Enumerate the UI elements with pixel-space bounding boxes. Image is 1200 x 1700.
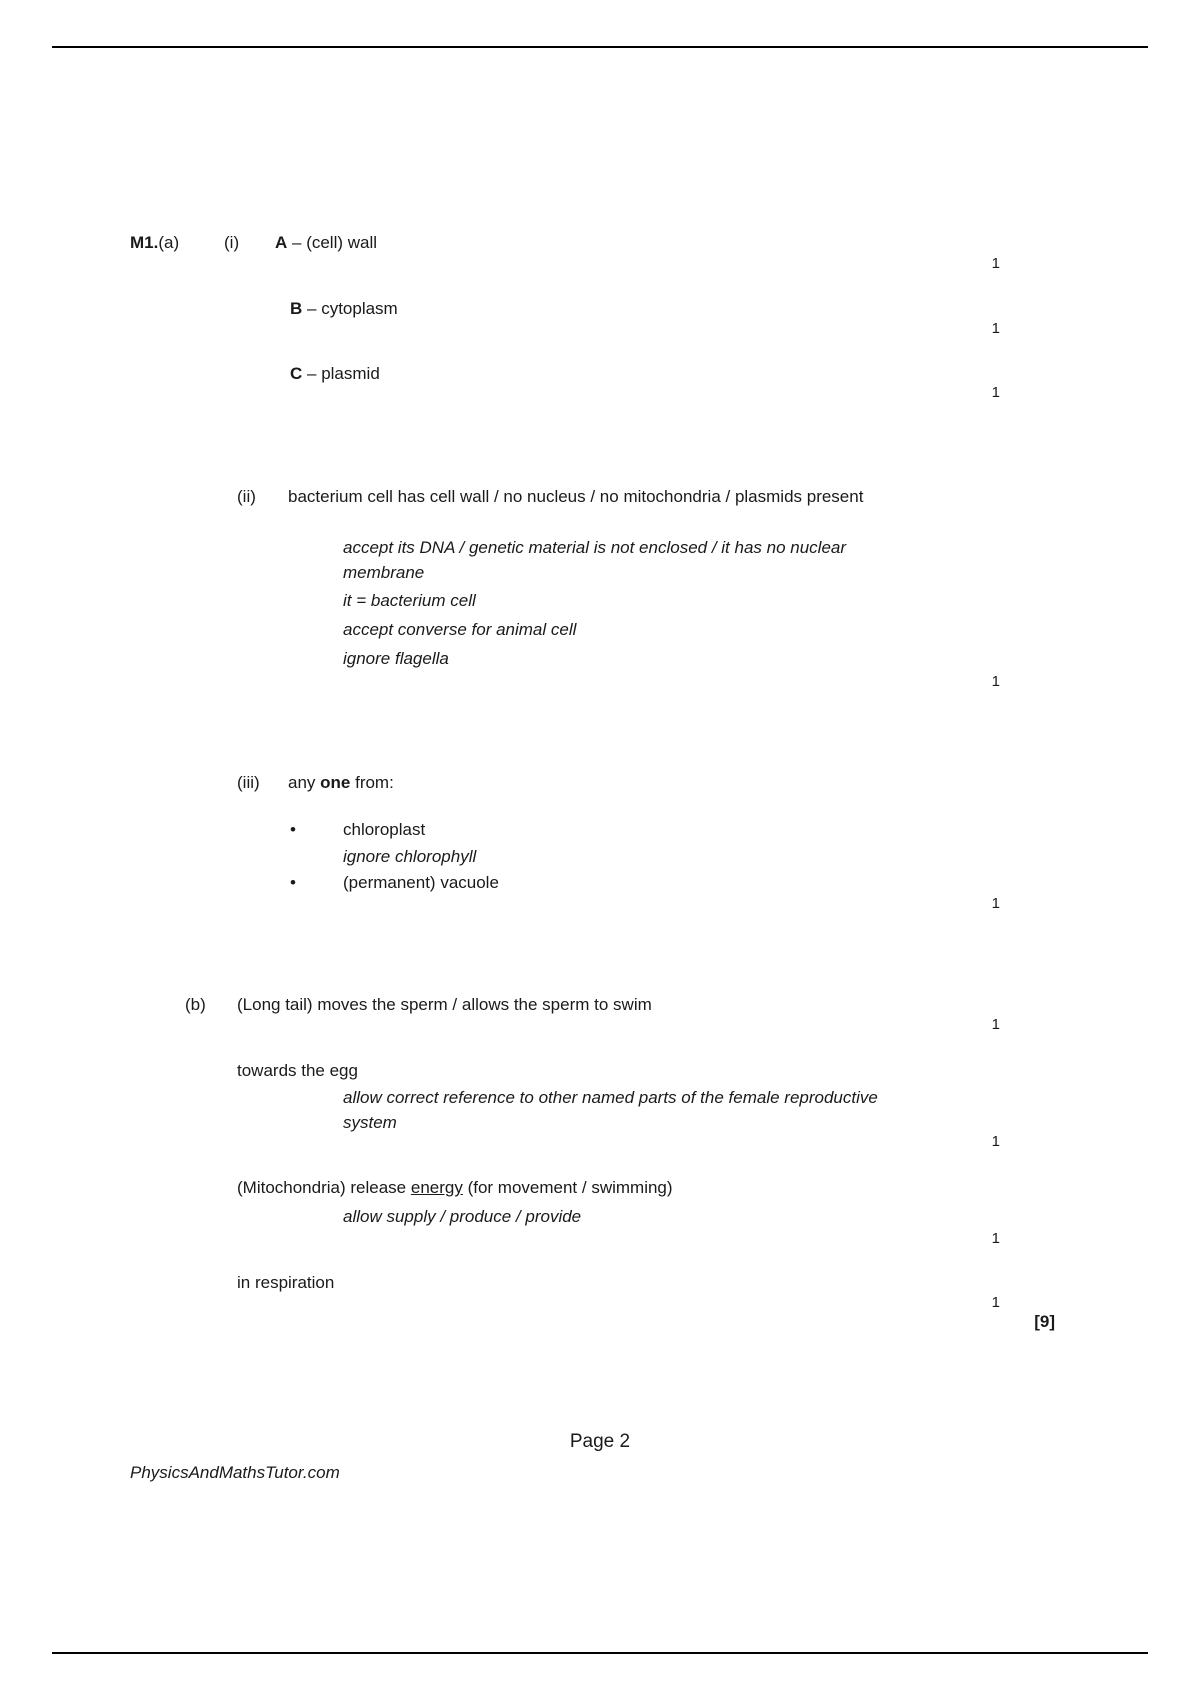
label-letter-b: B (290, 299, 303, 318)
subpart-i-label: (i) (224, 233, 240, 252)
line3-post: (for movement / swimming) (462, 1178, 673, 1197)
bullet-item-2: (permanent) vacuole (343, 873, 499, 892)
bullet-icon: • (290, 820, 296, 839)
footer-site-name: PhysicsAndMathsTutor.com (130, 1463, 340, 1482)
mark-value: 1 (991, 320, 1000, 337)
note: it = bacterium cell (343, 591, 476, 611)
answer-text-b: – cytoplasm (307, 299, 398, 318)
note: allow supply / produce / provide (343, 1207, 582, 1226)
mark-value: 1 (991, 895, 1000, 912)
answer-intro-iii (288, 771, 394, 796)
answer-text-c: – plasmid (307, 364, 380, 383)
answer-line-a (275, 231, 377, 256)
answer-b-line4: in respiration (237, 1273, 335, 1292)
answer-line-b (290, 297, 398, 322)
part-a-label: (a) (158, 233, 180, 252)
mark-value: 1 (991, 255, 1000, 272)
note: ignore chlorophyll (343, 847, 477, 866)
question-header (130, 231, 179, 256)
top-rule (52, 46, 1148, 48)
mark-value: 1 (991, 1230, 1000, 1247)
bullet-icon: • (290, 873, 296, 892)
answer-b-line2: towards the egg (237, 1061, 358, 1080)
answer-text-a: – (cell) wall (292, 233, 378, 252)
total-marks: [9] (1034, 1312, 1055, 1331)
mark-value: 1 (991, 384, 1000, 401)
question-number: M1. (130, 233, 159, 252)
bullet-item-1: chloroplast (343, 820, 426, 839)
intro-post: from: (350, 773, 394, 792)
intro-pre: any (288, 773, 321, 792)
bottom-rule (52, 1652, 1148, 1654)
line3-underlined-word: energy (410, 1178, 463, 1197)
mark-value: 1 (991, 673, 1000, 690)
note: accept converse for animal cell (343, 619, 577, 639)
note: accept its DNA / genetic material is not enclosed / it has no nuclear membrane (343, 538, 847, 582)
intro-bold: one (320, 773, 351, 792)
note: ignore flagella (343, 648, 449, 668)
label-letter-a: A (275, 233, 288, 252)
answer-text-ii: bacterium cell has cell wall / no nucleus / no mitochondria / plasmids present (288, 487, 864, 506)
mark-value: 1 (991, 1133, 1000, 1150)
answer-b-line3 (237, 1176, 673, 1201)
page-number: Page 2 (569, 1431, 631, 1452)
part-b-label: (b) (185, 995, 206, 1014)
note: allow correct reference to other named parts of the female reproductive system (343, 1088, 878, 1132)
answer-line-c (290, 362, 380, 387)
mark-value: 1 (991, 1016, 1000, 1033)
answer-b-line1: (Long tail) moves the sperm / allows the sperm to swim (237, 995, 652, 1014)
mark-value: 1 (991, 1294, 1000, 1311)
subpart-ii-label: (ii) (237, 487, 256, 506)
subpart-iii-label: (iii) (237, 773, 260, 792)
label-letter-c: C (290, 364, 303, 383)
examiner-notes-ii (343, 536, 888, 675)
line3-pre: (Mitochondria) release (237, 1178, 411, 1197)
